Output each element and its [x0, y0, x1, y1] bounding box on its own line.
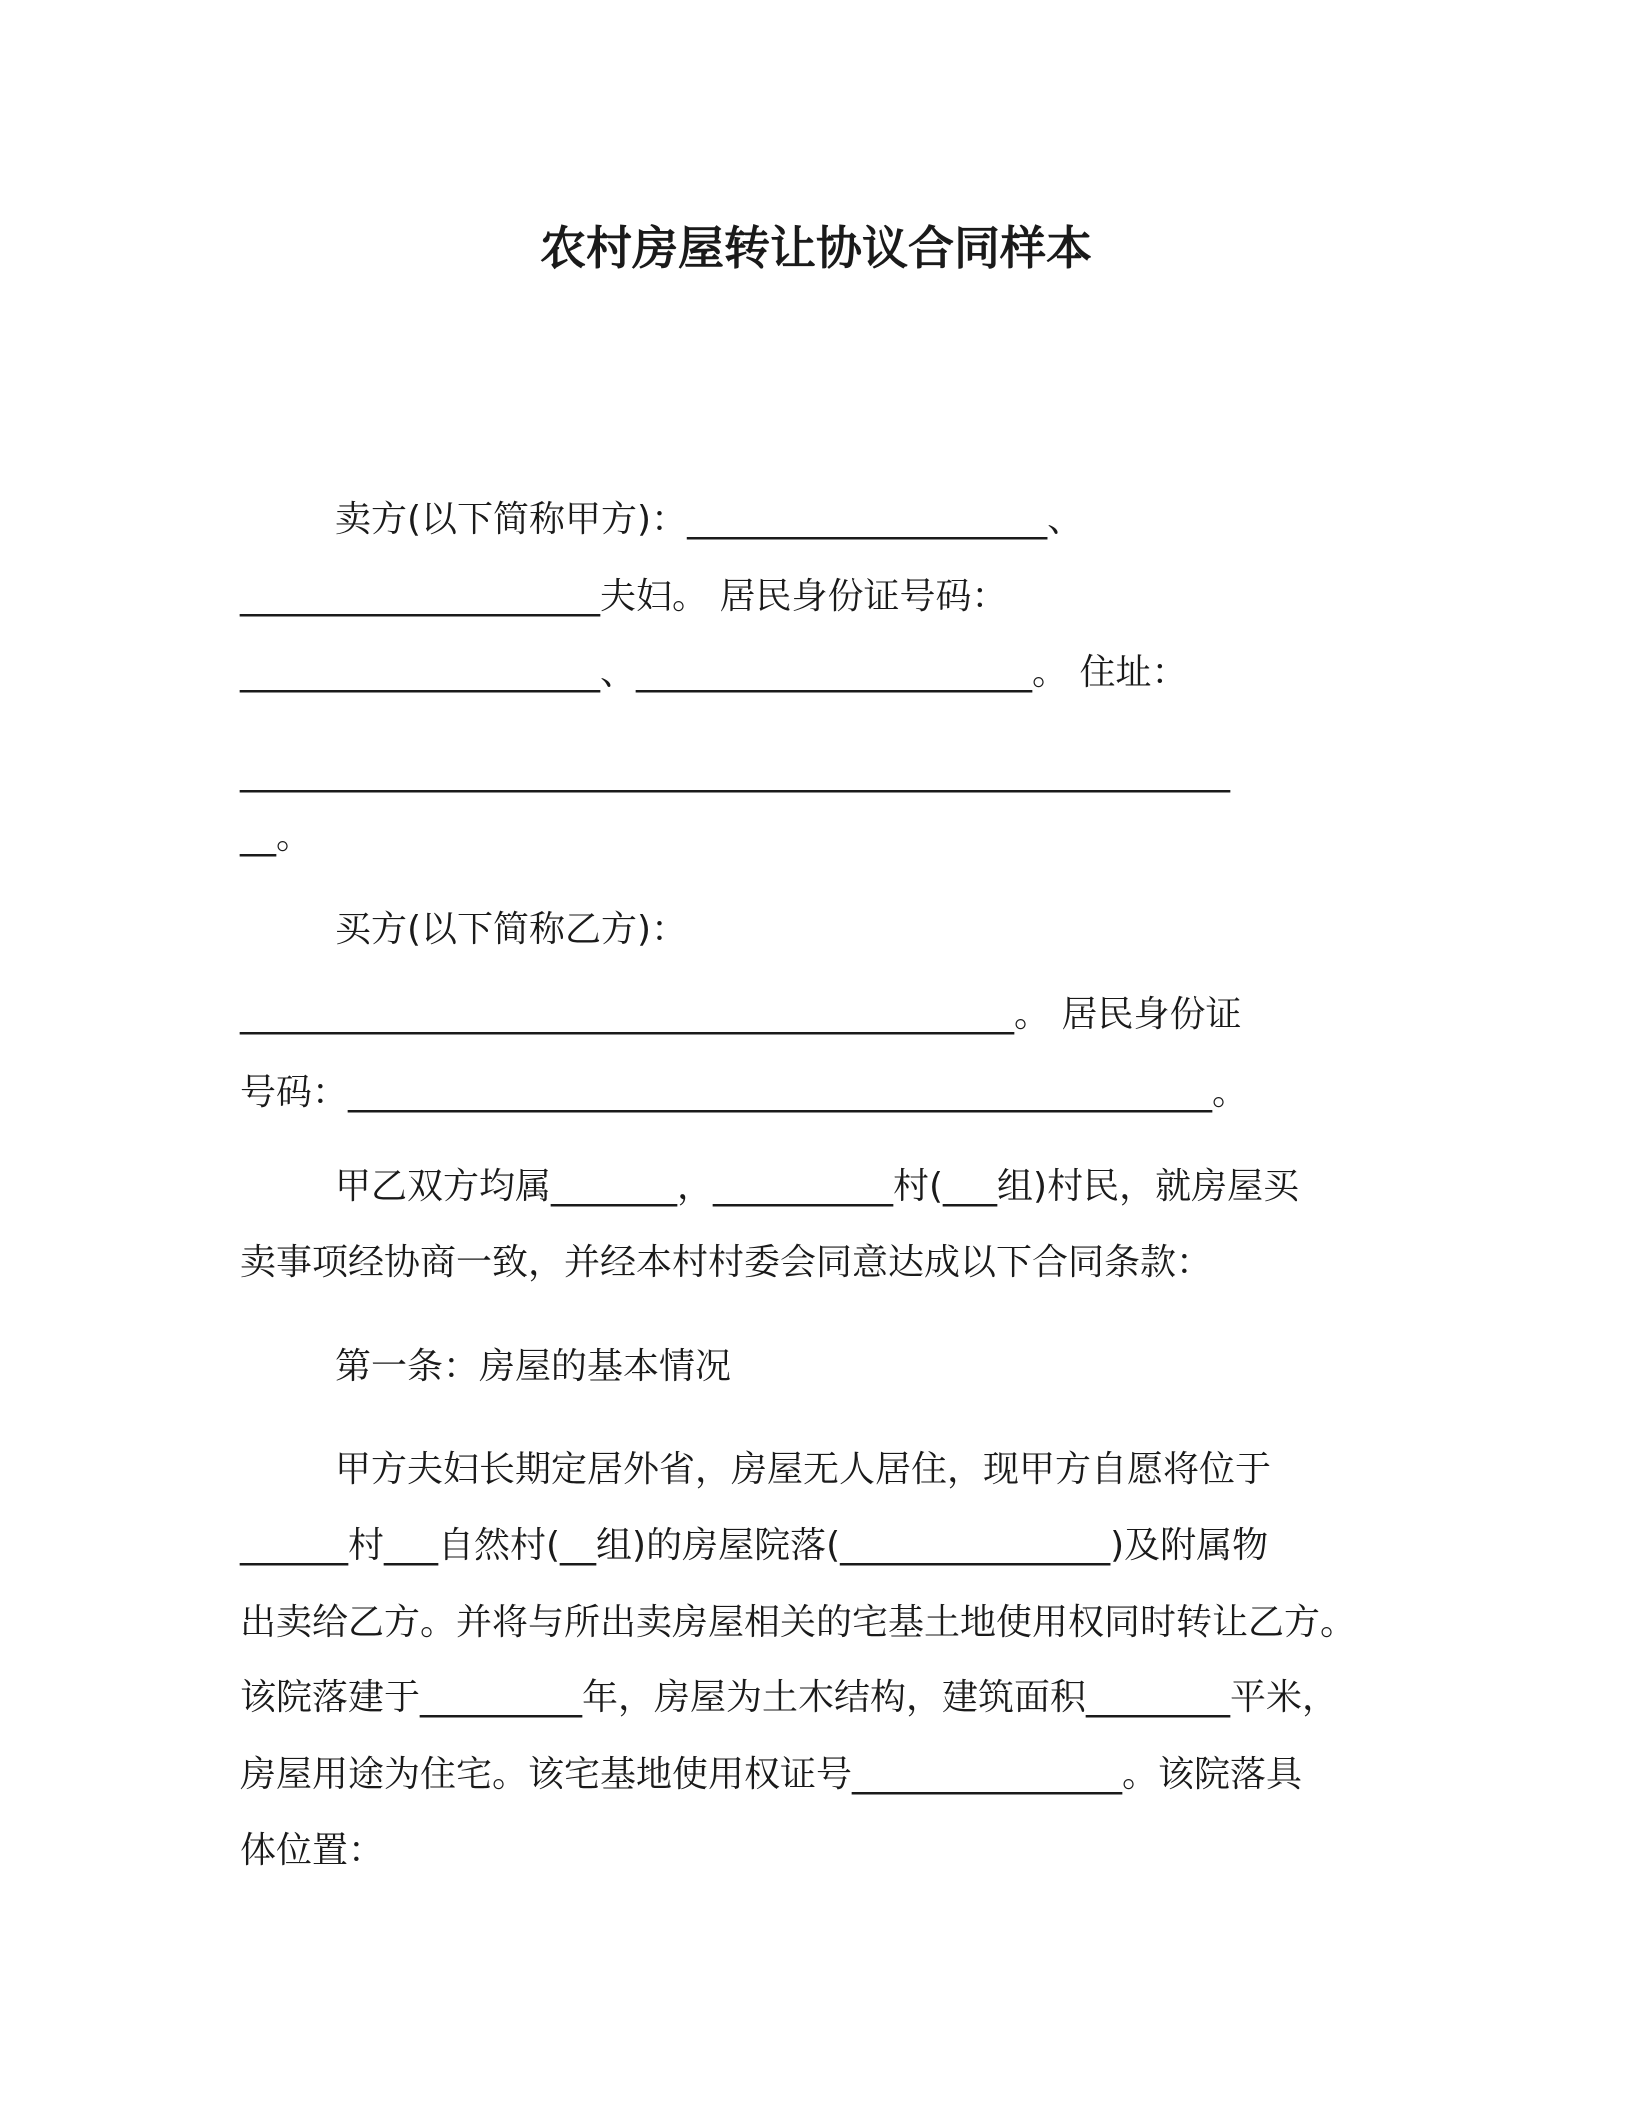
seller-line-5: __。: [240, 816, 313, 857]
seller-line-2: ____________________夫妇。 居民身份证号码：: [240, 576, 1008, 617]
buyer-line-2: ___________________________________________。 居民身份证: [240, 994, 1242, 1035]
seller-line-1: 卖方(以下简称甲方)：____________________、: [335, 499, 1084, 540]
parties-line-1: 甲乙双方均属_______，__________村(___组)村民，就房屋买: [335, 1166, 1300, 1207]
document-title: 农村房屋转让协议合同样本: [540, 221, 1092, 275]
seller-line-4: _______________________________________________________: [240, 752, 1230, 793]
parties-line-2: 卖事项经协商一致，并经本村村委会同意达成以下合同条款：: [240, 1242, 1213, 1283]
article-1-line-4: 该院落建于_________年，房屋为土木结构，建筑面积________平米，: [240, 1677, 1339, 1718]
article-1-line-3: 出卖给乙方。并将与所出卖房屋相关的宅基土地使用权同时转让乙方。: [240, 1602, 1357, 1643]
article-1-line-6: 体位置：: [240, 1830, 385, 1871]
buyer-line-1: 买方(以下简称乙方)：: [335, 909, 688, 950]
seller-line-3: ____________________、______________________。 住址：: [240, 652, 1188, 693]
article-1-line-2: ______村___自然村(__组)的房屋院落(_______________)及附属物: [240, 1525, 1269, 1566]
buyer-line-3: 号码：________________________________________________。: [240, 1072, 1249, 1113]
article-1-heading: 第一条：房屋的基本情况: [335, 1346, 732, 1387]
article-1-line-5: 房屋用途为住宅。该宅基地使用权证号_______________。该院落具: [240, 1754, 1303, 1795]
article-1-line-1: 甲方夫妇长期定居外省，房屋无人居住，现甲方自愿将位于: [335, 1449, 1272, 1490]
